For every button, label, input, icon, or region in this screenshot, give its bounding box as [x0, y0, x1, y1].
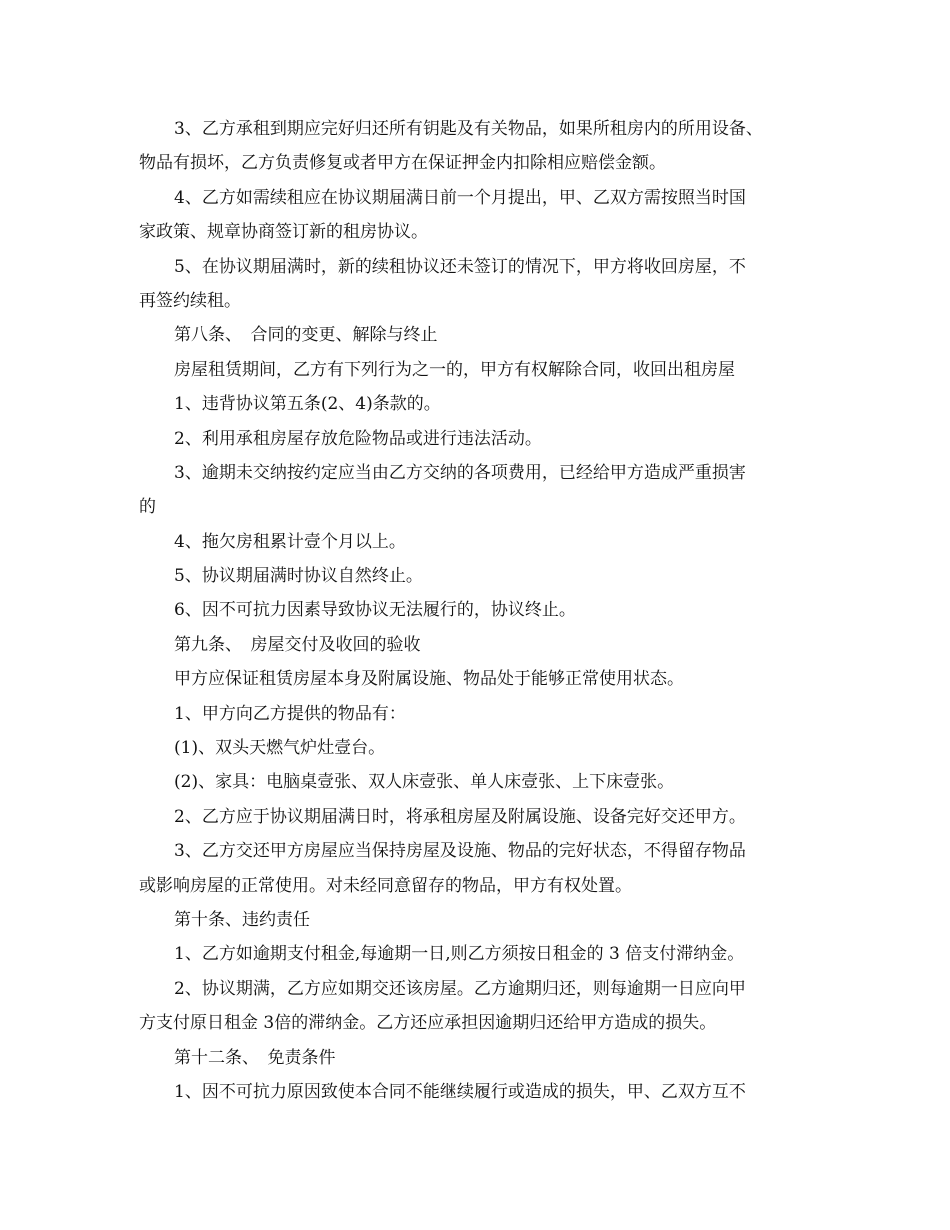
text-line: 第九条、 房屋交付及收回的验收 [174, 634, 421, 655]
text-line: 第八条、 合同的变更、解除与终止 [174, 325, 438, 346]
text-line: 5、协议期届满时协议自然终止。 [174, 566, 423, 587]
text-line: 2、利用承租房屋存放危险物品或进行违法活动。 [174, 428, 542, 449]
text-line: 家政策、规章协商签订新的租房协议。 [139, 222, 428, 243]
text-line: 3、乙方交还甲方房屋应当保持房屋及设施、物品的完好状态，不得留存物品 [174, 841, 746, 862]
text-line: 第十条、违约责任 [174, 909, 310, 930]
text-line: 1、违背协议第五条(2、4)条款的。 [174, 394, 441, 415]
text-line: (2)、家具：电脑桌壹张、双人床壹张、单人床壹张、上下床壹张。 [174, 772, 675, 793]
text-line: 4、乙方如需续租应在协议期届满日前一个月提出，甲、乙双方需按照当时国 [174, 187, 746, 208]
text-line: 2、协议期满，乙方应如期交还该房屋。乙方逾期归还，则每逾期一日应向甲 [174, 978, 746, 999]
text-line: 1、乙方如逾期支付租金,每逾期一日,则乙方须按日租金的 3 倍支付滞纳金。 [174, 944, 745, 965]
text-line: 再签约续租。 [139, 290, 241, 311]
text-line: 1、甲方向乙方提供的物品有： [174, 703, 406, 724]
text-line: 或影响房屋的正常使用。对未经同意留存的物品，甲方有权处置。 [139, 875, 632, 896]
text-line: 的 [139, 497, 156, 518]
text-line: (1)、双头天燃气炉灶壹台。 [174, 738, 386, 759]
text-line: 3、乙方承租到期应完好归还所有钥匙及有关物品，如果所租房内的所用设备、 [174, 119, 763, 139]
text-line: 3、逾期未交纳按约定应当由乙方交纳的各项费用，已经给甲方造成严重损害 [174, 462, 746, 483]
text-line: 房屋租赁期间，乙方有下列行为之一的，甲方有权解除合同，收回出租房屋 [174, 359, 735, 380]
text-line: 方支付原日租金 3倍的滞纳金。乙方还应承担因逾期归还给甲方造成的损失。 [139, 1013, 717, 1034]
document-body [139, 112, 819, 1109]
text-line: 1、因不可抗力原因致使本合同不能继续履行或造成的损失，甲、乙双方互不 [174, 1081, 746, 1102]
text-line: 第十二条、 免责条件 [174, 1047, 336, 1068]
text-line: 5、在协议期届满时，新的续租协议还未签订的情况下，甲方将收回房屋，不 [174, 256, 746, 277]
text-line: 2、乙方应于协议期届满日时，将承租房屋及附属设施、设备完好交还甲方。 [174, 806, 746, 827]
text-line: 4、拖欠房租累计壹个月以上。 [174, 531, 406, 552]
text-line: 物品有损坏，乙方负责修复或者甲方在保证押金内扣除相应赔偿金额。 [139, 153, 666, 174]
text-line: 6、因不可抗力因素导致协议无法履行的，协议终止。 [174, 600, 576, 621]
text-line: 甲方应保证租赁房屋本身及附属设施、物品处于能够正常使用状态。 [174, 669, 684, 690]
